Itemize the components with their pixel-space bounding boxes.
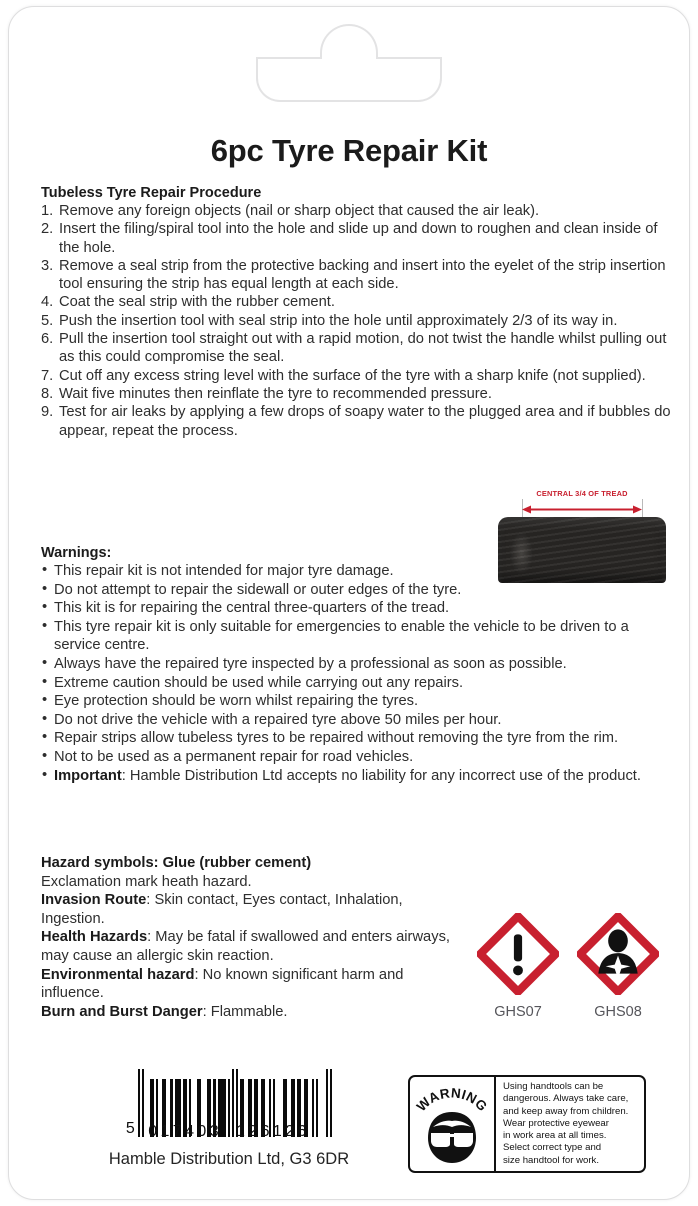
step-text: Remove any foreign objects (nail or sharp object that caused the air leak). bbox=[59, 203, 540, 219]
procedure-step bbox=[41, 367, 671, 385]
warning-item bbox=[41, 562, 673, 581]
step-number: 9. bbox=[41, 404, 54, 421]
euro-slot-hang-tab bbox=[256, 24, 442, 102]
tread-span-arrow-icon bbox=[522, 505, 642, 514]
warning-item-text: Always have the repaired tyre inspected by a professional as soon as possible. bbox=[54, 655, 567, 672]
hazard-label: Hazard symbols: Glue (rubber cement) bbox=[41, 855, 312, 871]
warning-item bbox=[41, 767, 673, 786]
warning-panel-line: dangerous. Always take care, bbox=[503, 1093, 629, 1105]
procedure-step-list bbox=[41, 202, 671, 440]
procedure-step bbox=[41, 385, 671, 403]
step-text: Insert the filing/spiral tool into the hole and slide up and down to roughen and clean inside of the hole. bbox=[59, 221, 658, 256]
warning-item bbox=[41, 729, 673, 748]
bullet-icon: • bbox=[42, 654, 48, 671]
warning-face-goggles-icon bbox=[413, 1080, 491, 1168]
barcode-digits bbox=[69, 1123, 389, 1141]
barcode-area bbox=[69, 1069, 389, 1169]
step-number: 3. bbox=[41, 257, 54, 274]
bullet-icon: • bbox=[42, 729, 48, 746]
warnings-heading: Warnings: bbox=[41, 545, 112, 561]
step-number: 8. bbox=[41, 385, 54, 402]
warning-panel-line: Wear protective eyewear bbox=[503, 1117, 609, 1129]
warning-panel-line: size handtool for work. bbox=[503, 1154, 599, 1166]
warning-item bbox=[41, 655, 673, 674]
warning-panel-text bbox=[496, 1077, 644, 1171]
warning-item-text: Eye protection should be worn whilst repairing the tyres. bbox=[54, 693, 419, 710]
procedure-step bbox=[41, 403, 671, 440]
warning-item-text: : Hamble Distribution Ltd accepts no liability for any incorrect use of the product. bbox=[121, 767, 641, 784]
bullet-icon: • bbox=[42, 562, 48, 578]
hazard-line bbox=[41, 928, 461, 965]
hang-tab-body bbox=[256, 57, 442, 102]
warning-item-text: Not to be used as a permanent repair for road vehicles. bbox=[54, 748, 414, 765]
warning-item bbox=[41, 599, 673, 618]
step-text: Remove a seal strip from the protective backing and insert into the eyelet of the strip insertion tool ensuring the strip has equal length at each side. bbox=[59, 257, 666, 293]
company-address: Hamble Distribution Ltd, G3 6DR bbox=[108, 1150, 350, 1168]
hazard-line bbox=[41, 891, 461, 928]
barcode-group-left: 017403 bbox=[148, 1123, 222, 1140]
warning-item-emphasis: Important bbox=[54, 767, 122, 784]
procedure-section bbox=[41, 185, 671, 440]
warning-item bbox=[41, 618, 673, 655]
step-number: 2. bbox=[41, 221, 54, 238]
procedure-step bbox=[41, 202, 671, 220]
bullet-icon: • bbox=[42, 673, 48, 690]
tyre-tread-label: CENTRAL 3/4 OF TREAD bbox=[536, 489, 628, 498]
warning-item-text: This repair kit is not intended for major tyre damage. bbox=[54, 563, 394, 579]
product-packaging-card bbox=[8, 6, 690, 1200]
ghs-health-hazard-icon bbox=[577, 913, 659, 995]
bullet-icon: • bbox=[42, 747, 48, 764]
procedure-step bbox=[41, 330, 671, 367]
step-number: 6. bbox=[41, 331, 54, 348]
barcode-group-right: 126126 bbox=[236, 1123, 310, 1140]
ghs07-pictogram bbox=[477, 913, 559, 1020]
hazard-lines bbox=[41, 854, 461, 1021]
step-text: Cut off any excess string level with the surface of the tyre with a sharp knife (not supplied). bbox=[59, 367, 646, 384]
procedure-step bbox=[41, 312, 671, 330]
warnings-list bbox=[41, 562, 673, 785]
step-text: Coat the seal strip with the rubber cement. bbox=[59, 294, 335, 311]
step-number: 5. bbox=[41, 312, 54, 329]
warning-word: WARNING bbox=[413, 1085, 491, 1115]
ghs08-pictogram bbox=[577, 913, 659, 1020]
warning-panel-line: in work area at all times. bbox=[503, 1130, 607, 1142]
procedure-heading: Tubeless Tyre Repair Procedure bbox=[41, 185, 262, 201]
hazard-line bbox=[41, 966, 461, 1003]
hazard-line bbox=[41, 854, 461, 873]
step-text: Push the insertion tool with seal strip into the hole until approximately 2/3 of its way in. bbox=[59, 312, 618, 329]
barcode-lead-digit: 5 bbox=[125, 1120, 135, 1137]
warning-item-text: Do not attempt to repair the sidewall or outer edges of the tyre. bbox=[54, 581, 462, 598]
step-number: 7. bbox=[41, 367, 54, 384]
warning-panel-line: Select correct type and bbox=[503, 1142, 602, 1154]
bullet-icon: • bbox=[42, 710, 48, 727]
hazard-information-section bbox=[41, 854, 461, 1021]
warning-item-text: Repair strips allow tubeless tyres to be repaired without removing the tyre from the rim. bbox=[54, 730, 619, 747]
handtool-warning-panel bbox=[408, 1075, 646, 1173]
step-text: Pull the insertion tool straight out with a rapid motion, do not twist the handle whilst pulling out as this could compromise the seal. bbox=[59, 331, 667, 366]
procedure-step bbox=[41, 257, 671, 294]
procedure-step bbox=[41, 220, 671, 257]
hazard-label: Burn and Burst Danger bbox=[41, 1003, 203, 1020]
step-number: 4. bbox=[41, 294, 54, 311]
bullet-icon: • bbox=[42, 766, 48, 783]
svg-text:WARNING bbox=[414, 1085, 491, 1114]
warning-item bbox=[41, 711, 673, 730]
hang-tab-join-mask bbox=[322, 55, 376, 61]
hazard-value: : Flammable. bbox=[202, 1003, 288, 1020]
hazard-line bbox=[41, 1003, 461, 1022]
hazard-value: : No known significant harm and influence. bbox=[41, 966, 404, 1002]
warning-icon-cell bbox=[410, 1077, 496, 1171]
page-title: 6pc Tyre Repair Kit bbox=[210, 133, 488, 168]
ghs08-code: GHS08 bbox=[594, 1004, 642, 1020]
hazard-value: : May be fatal if swallowed and enters airways, may cause an allergic skin reaction. bbox=[41, 929, 450, 964]
ghs-pictogram-group bbox=[477, 913, 677, 1023]
warning-item-text: This tyre repair kit is only suitable for emergencies to enable the vehicle to be driven to a service centre. bbox=[54, 618, 629, 654]
hazard-label: Environmental hazard bbox=[41, 966, 195, 983]
warning-item-text: Extreme caution should be used while carrying out any repairs. bbox=[54, 674, 464, 691]
step-text: Wait five minutes then reinflate the tyre to recommended pressure. bbox=[59, 385, 492, 402]
step-number: 1. bbox=[41, 203, 54, 219]
ghs-exclamation-icon bbox=[477, 913, 559, 995]
warnings-section bbox=[41, 545, 673, 785]
warning-item bbox=[41, 748, 673, 767]
warning-panel-line: and keep away from children. bbox=[503, 1105, 629, 1117]
warning-item bbox=[41, 692, 673, 711]
tread-tick-right bbox=[642, 499, 643, 517]
hazard-label: Health Hazards bbox=[41, 929, 148, 946]
bullet-icon: • bbox=[42, 692, 48, 709]
hazard-line bbox=[41, 873, 461, 892]
warning-item bbox=[41, 674, 673, 693]
step-text: Test for air leaks by applying a few drops of soapy water to the plugged area and if bubbles do appear, repeat the process. bbox=[59, 404, 671, 439]
bullet-icon: • bbox=[42, 617, 48, 634]
warning-item bbox=[41, 581, 673, 600]
ghs07-code: GHS07 bbox=[494, 1004, 542, 1020]
warning-item-text: Do not drive the vehicle with a repaired tyre above 50 miles per hour. bbox=[54, 711, 502, 728]
hazard-label: Invasion Route bbox=[41, 892, 147, 909]
warning-panel-line: Using handtools can be bbox=[503, 1080, 604, 1092]
bullet-icon: • bbox=[42, 580, 48, 597]
procedure-step bbox=[41, 293, 671, 311]
bullet-icon: • bbox=[42, 599, 48, 616]
hazard-value: : Skin contact, Eyes contact, Inhalation, Ingestion. bbox=[41, 892, 403, 927]
hazard-value: Exclamation mark heath hazard. bbox=[41, 873, 252, 890]
warning-item-text: This kit is for repairing the central three-quarters of the tread. bbox=[54, 600, 450, 617]
